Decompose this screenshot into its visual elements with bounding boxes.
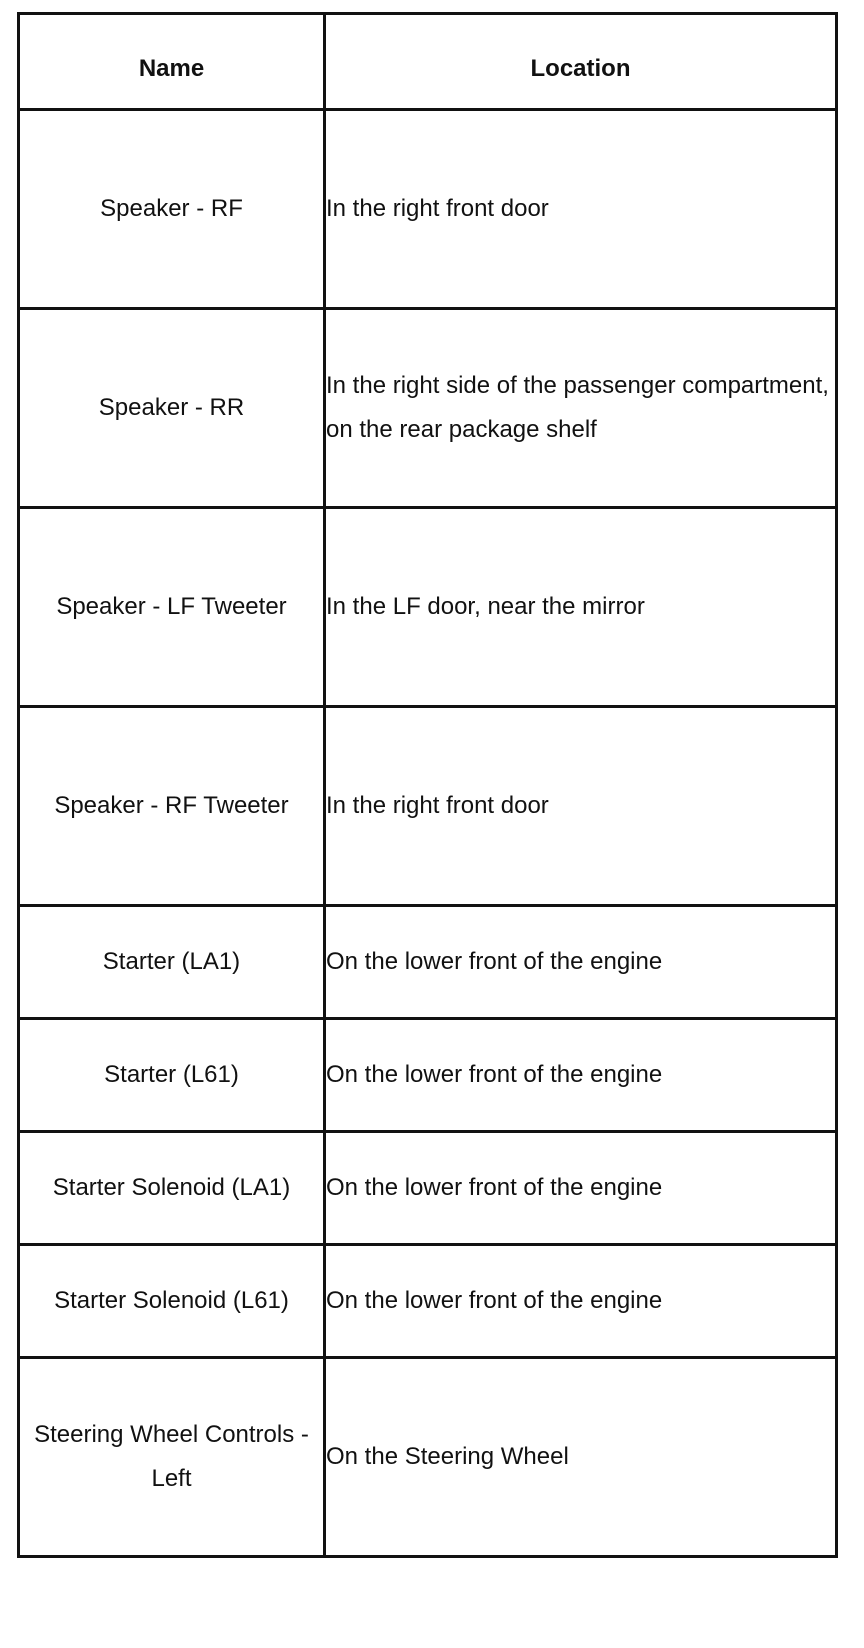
cell-name: Starter Solenoid (L61) bbox=[19, 1245, 325, 1358]
table-header-row bbox=[19, 14, 837, 110]
cell-location: In the right front door bbox=[325, 110, 837, 309]
cell-name: Speaker - RF Tweeter bbox=[19, 707, 325, 906]
cell-location: On the lower front of the engine bbox=[325, 1245, 837, 1358]
cell-name: Steering Wheel Controls - Left bbox=[19, 1358, 325, 1557]
cell-location: On the lower front of the engine bbox=[325, 906, 837, 1019]
header-location: Location bbox=[325, 14, 837, 110]
header-name: Name bbox=[19, 14, 325, 110]
table-row bbox=[19, 110, 837, 309]
cell-name: Speaker - LF Tweeter bbox=[19, 508, 325, 707]
cell-location: In the right side of the passenger compartment, on the rear package shelf bbox=[325, 309, 837, 508]
component-location-table bbox=[17, 12, 838, 1558]
cell-location: On the lower front of the engine bbox=[325, 1132, 837, 1245]
cell-location: In the LF door, near the mirror bbox=[325, 508, 837, 707]
table-row bbox=[19, 1019, 837, 1132]
cell-location: On the lower front of the engine bbox=[325, 1019, 837, 1132]
table-row bbox=[19, 1245, 837, 1358]
cell-name: Speaker - RF bbox=[19, 110, 325, 309]
table-row bbox=[19, 508, 837, 707]
cell-name: Starter (L61) bbox=[19, 1019, 325, 1132]
cell-location: On the Steering Wheel bbox=[325, 1358, 837, 1557]
cell-name: Speaker - RR bbox=[19, 309, 325, 508]
cell-location: In the right front door bbox=[325, 707, 837, 906]
cell-name: Starter Solenoid (LA1) bbox=[19, 1132, 325, 1245]
component-location-table-wrapper bbox=[17, 12, 835, 1558]
table-row bbox=[19, 707, 837, 906]
table-row bbox=[19, 309, 837, 508]
table-row bbox=[19, 1358, 837, 1557]
table-row bbox=[19, 906, 837, 1019]
table-row bbox=[19, 1132, 837, 1245]
cell-name: Starter (LA1) bbox=[19, 906, 325, 1019]
